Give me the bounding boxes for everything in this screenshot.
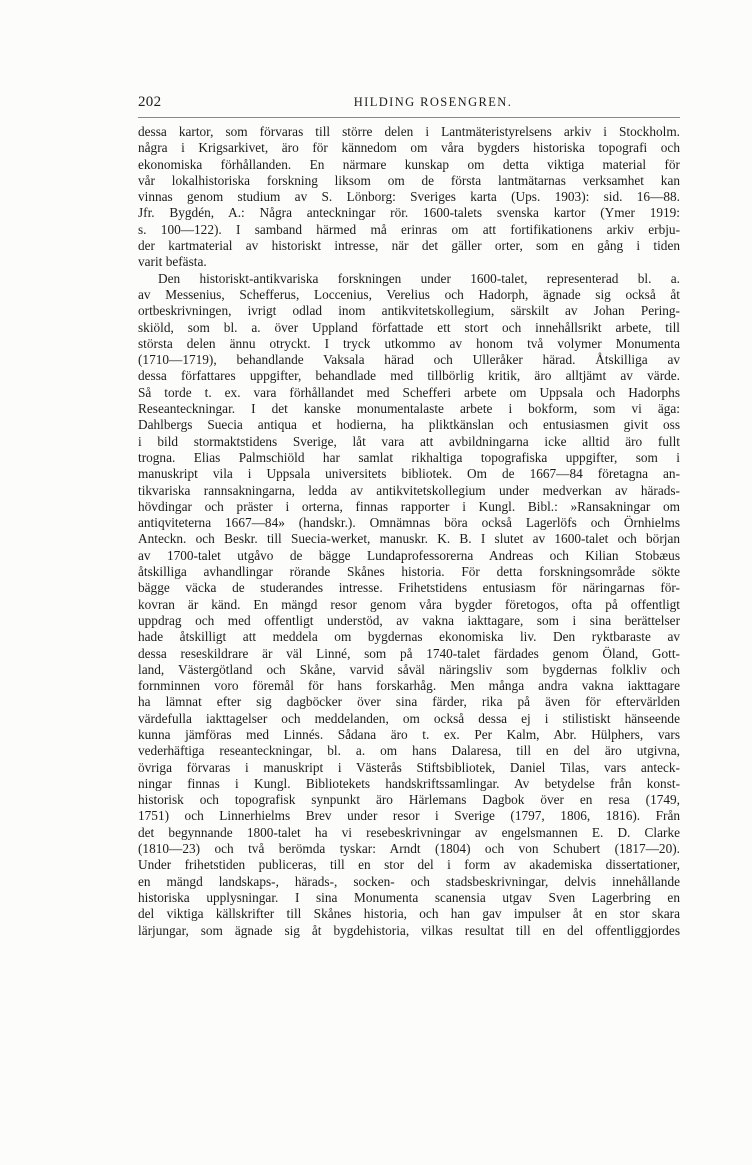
text-line: övriga förvaras i manuskript i Västerås Stiftsbibliotek, Daniel Tilas, vars anteck- — [138, 759, 680, 775]
paragraph — [138, 271, 680, 939]
text-line: der kartmaterial av historiskt intresse, när det gäller orter, som en gång i tiden — [138, 238, 680, 254]
text-line: Anteckn. och Beskr. till Suecia-werket, manuskr. K. B. I slutet av 1600-talet och början — [138, 531, 680, 547]
text-line: hövdingar och präster i orterna, finnas rapporter i Kungl. Bibl.: »Ransakningar om — [138, 498, 680, 514]
text-line: varit befästa. — [138, 254, 207, 270]
text-line: dessa författares uppgifter, behandlade med tillbörlig kritik, äro alltjämt av värde. — [138, 368, 680, 384]
text-line: antiqviteterna 1667—84» (handskr.). Omnämnas böra också Lagerlöfs och Örnhielms — [138, 515, 680, 531]
text-line: av Messenius, Schefferus, Loccenius, Verelius och Hadorph, ägnade sig också åt — [138, 286, 680, 302]
text-line: några i Krigsarkivet, äro för kännedom om våra bygders historiska topografi och — [138, 140, 680, 156]
text-line: uppdrag och med offentligt understöd, av vakna iakttagare, som i sina berättelser — [138, 612, 680, 628]
header-rule — [138, 117, 680, 118]
text-line: kunna jämföras med Linnés. Sådana äro t. ex. Per Kalm, Abr. Hülphers, vars — [138, 726, 680, 742]
text-line: av 1700-talet utgåvo de bägge Lundaprofessorerna Andreas och Kilian Stobæus — [138, 547, 680, 563]
text-line: 1751) och Linnerhielms Brev under resor i Sverige (1797, 1806, 1816). Från — [138, 808, 680, 824]
text-line: lärjungar, som ägnade sig åt bygdehistoria, vilkas resultat till en del offentliggjordes — [138, 922, 680, 938]
text-line: bägge väcka de studerandes intresse. Frihetstidens entusiasm för näringarnas för- — [138, 580, 680, 596]
paragraph — [138, 124, 680, 271]
text-line: hade åtskilligt att meddela om bygdernas ekonomiska liv. Den ryktbaraste av — [138, 629, 680, 645]
text-line: tikvariska rannsakningarna, ledda av antikvitetskollegium under medverkan av härads- — [138, 482, 680, 498]
text-line: vederhäftiga reseanteckningar, bl. a. om hans Dalaresa, till en del äro utgivna, — [138, 743, 680, 759]
text-line: kovran är känd. En mängd resor genom våra bygder företogos, ofta på offentligt — [138, 596, 680, 612]
text-line: åtskilliga avhandlingar rörande Skånes historia. För detta forskningsområde sökte — [138, 564, 680, 580]
text-line: historisk och topografisk synpunkt äro Härlemans Dagbok över en resa (1749, — [138, 792, 680, 808]
text-line: ortbeskrivningen, ivrigt odlad inom antikvitetskollegium, särskilt av Johan Pering- — [138, 303, 680, 319]
text-line: ekonomiska förhållanden. En närmare kunskap om detta viktiga material för — [138, 156, 680, 172]
text-line: det begynnande 1800-talet ha vi resebeskrivningar av engelsmannen E. D. Clarke — [138, 824, 680, 840]
text-line: en mängd landskaps-, härads-, socken- och stadsbeskrivningar, delvis innehållande — [138, 873, 680, 889]
text-line: vinnas genom studium av S. Lönborg: Sveriges karta (Ups. 1903): sid. 16—88. — [138, 189, 680, 205]
text-line: ha lämnat efter sig dagböcker över sina färder, rika på även för eftervärlden — [138, 694, 680, 710]
text-line: del viktiga källskrifter till Skånes historia, och han gav impulser åt en stor skara — [138, 906, 680, 922]
text-line: dessa reseskildrare är väl Linné, som på 1740-talet färdades genom Öland, Gott- — [138, 645, 680, 661]
text-line: trogna. Elias Palmschiöld har samlat rikhaltiga topografiska uppgifter, som i — [138, 449, 680, 465]
body-text — [138, 124, 680, 939]
text-line: manuskript vila i Uppsala universitets bibliotek. Om de 1667—84 företagna an- — [138, 466, 680, 482]
text-line: s. 100—122). I samband härmed må erinras om att fortifikationens arkiv erbju- — [138, 221, 680, 237]
text-line: Jfr. Bygdén, A.: Några anteckningar rör. 1600-talets svenska kartor (Ymer 1919: — [138, 205, 680, 221]
text-line: vår lokalhistoriska forskning liksom om de första lantmätarnas verksamhet kan — [138, 172, 680, 188]
text-line: fornminnen voro föremål för hans forskarhåg. Men många andra vakna iakttagare — [138, 678, 680, 694]
text-line: Reseanteckningar. I det kanske monumentalaste arbete i bokform, som vi äga: — [138, 401, 680, 417]
text-line: dessa kartor, som förvaras till större delen i Lantmäteristyrelsens arkiv i Stockholm. — [138, 124, 680, 139]
running-title: HILDING ROSENGREN. — [353, 95, 513, 109]
text-line: ningar finnas i Kungl. Bibliotekets handskriftssamlingar. Av betydelse från konst- — [138, 775, 680, 791]
running-header — [138, 94, 680, 114]
text-line: Dahlbergs Suecia antiqua et hodierna, ha pliktkänslan och entusiasmen givit oss — [138, 417, 680, 433]
text-line: historiska upplysningar. I sina Monumenta scanensia utgav Sven Lagerbring en — [138, 889, 680, 905]
text-line: värdefulla iakttagelser och meddelanden, om också dessa ej i stilistiskt hänseende — [138, 710, 680, 726]
text-line: Så torde t. ex. vara förhållandet med Schefferi arbete om Uppsala och Hadorphs — [138, 384, 680, 400]
text-line: i bild stormaktstidens Sverige, låt vara att avbildningarna icke alltid äro fullt — [138, 433, 680, 449]
text-line: land, Västergötland och Skåne, varvid såväl näringsliv som bygdernas folkliv och — [138, 661, 680, 677]
text-line: Den historiskt-antikvariska forskningen under 1600-talet, representerad bl. a. — [158, 270, 680, 286]
text-line: Under frihetstiden publiceras, till en stor del i form av akademiska dissertationer, — [138, 857, 680, 873]
text-line: skiöld, som bl. a. över Uppland författade ett stort och innehållsrikt arbete, till — [138, 319, 680, 335]
text-line: (1710—1719), behandlande Vaksala härad och Ulleråker härad. Åtskilliga av — [138, 352, 680, 368]
running-title-wrapper — [138, 95, 680, 110]
text-line: största delen ännu otryckt. I tryck utkommo av honom två volymer Monumenta — [138, 335, 680, 351]
page-number: 202 — [138, 94, 162, 110]
text-line: (1810—23) och två berömda tyskar: Arndt (1804) och von Schubert (1817—20). — [138, 841, 680, 857]
